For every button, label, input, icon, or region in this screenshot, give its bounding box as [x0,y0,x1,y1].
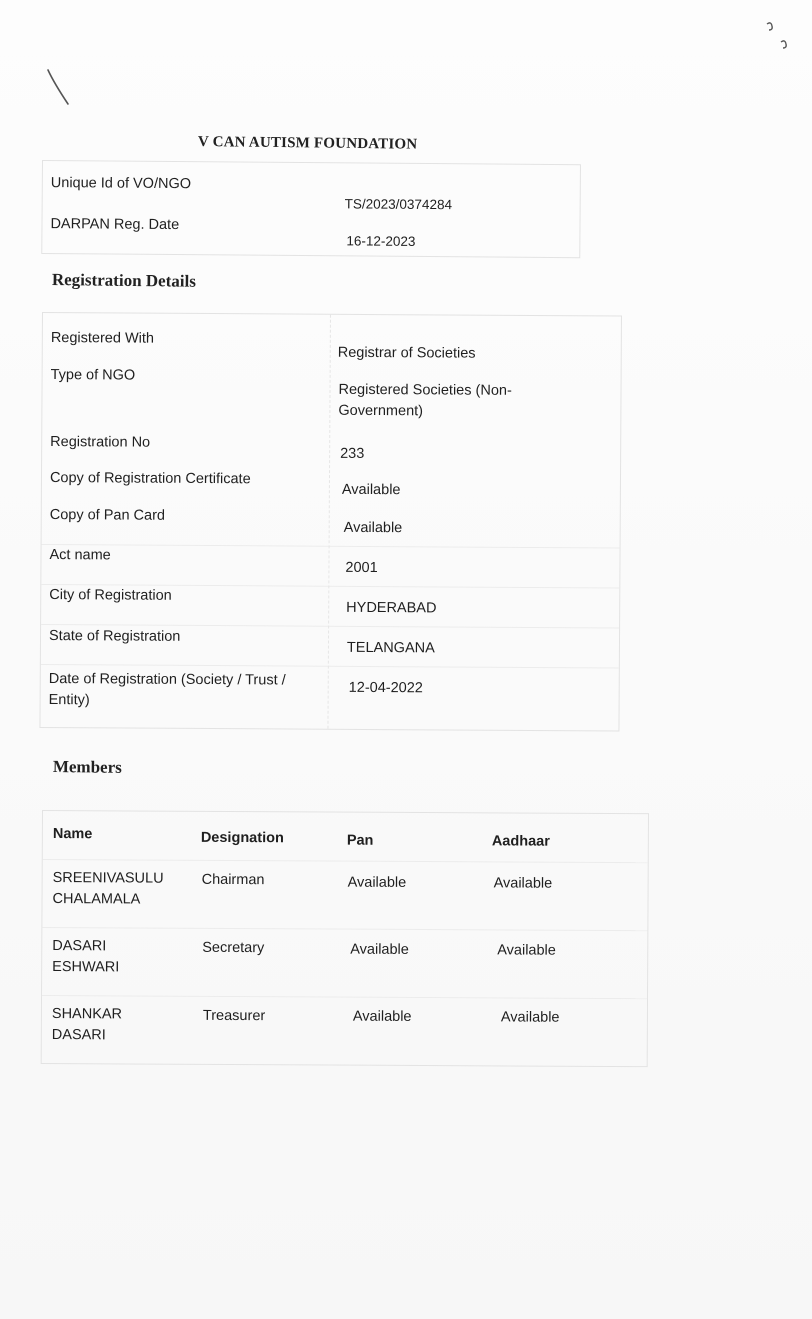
table-row [42,359,620,431]
column-header-aadhaar: Aadhaar [491,833,550,850]
member-pan: Available [350,941,409,958]
row-label: Act name [49,547,111,564]
column-header-name: Name [52,826,93,843]
corner-pen-marks [758,16,798,56]
table-row [41,584,619,629]
table-row [42,466,620,508]
table-header-row [43,811,648,862]
table-row [41,624,619,669]
row-label: Copy of Pan Card [49,507,166,524]
members-table [41,810,649,1067]
row-label: State of Registration [48,628,181,645]
row-value: TELANGANA [346,639,435,657]
table-row [43,161,580,213]
row-value: 2001 [345,559,378,577]
member-pan: Available [352,1008,412,1025]
table-row [40,664,618,732]
row-label: Unique Id of VO/NGO [50,175,192,193]
row-value: Available [341,481,401,499]
member-designation: Treasurer [202,1007,266,1025]
member-designation: Chairman [201,871,265,889]
table-row [43,313,621,363]
row-label: DARPAN Reg. Date [50,216,180,234]
member-aadhaar: Available [500,1009,560,1026]
row-value: Available [343,519,403,537]
pen-stroke-mark [40,65,80,110]
ngo-id-table [41,160,581,258]
member-aadhaar: Available [497,942,556,959]
table-row [41,544,619,589]
member-pan: Available [347,874,407,891]
table-row [42,427,620,470]
column-header-designation: Designation [200,829,284,847]
member-name: SREENIVASULU CHALAMALA [52,870,164,908]
registration-heading: Registration Details [51,270,197,291]
row-value: Registrar of Societies [337,344,476,362]
row-label: City of Registration [49,587,172,604]
row-value: 16-12-2023 [346,233,416,249]
table-row [42,995,647,1067]
row-value: HYDERABAD [346,599,437,617]
member-name: DASARI ESHWARI [52,938,120,976]
row-label: Copy of Registration Certificate [49,470,251,488]
members-heading: Members [52,757,122,777]
row-label: Registered With [50,330,155,347]
registration-table [39,312,622,732]
row-label: Type of NGO [50,367,136,384]
table-row [42,927,647,999]
table-row [42,206,579,257]
table-row [42,859,647,931]
row-value: 233 [340,445,365,462]
row-label: Registration No [50,434,151,451]
row-value: TS/2023/0374284 [344,196,453,213]
table-row [42,504,620,548]
member-aadhaar: Available [493,875,553,892]
row-label: Date of Registration (Society / Trust / Entity) [48,671,286,709]
column-header-pan: Pan [346,832,374,849]
member-name: SHANKAR DASARI [51,1006,123,1044]
member-designation: Secretary [202,939,265,957]
row-value: 12-04-2022 [348,679,423,697]
organization-name: V CAN AUTISM FOUNDATION [197,134,418,153]
row-value: Registered Societies (Non-Government) [338,381,512,420]
